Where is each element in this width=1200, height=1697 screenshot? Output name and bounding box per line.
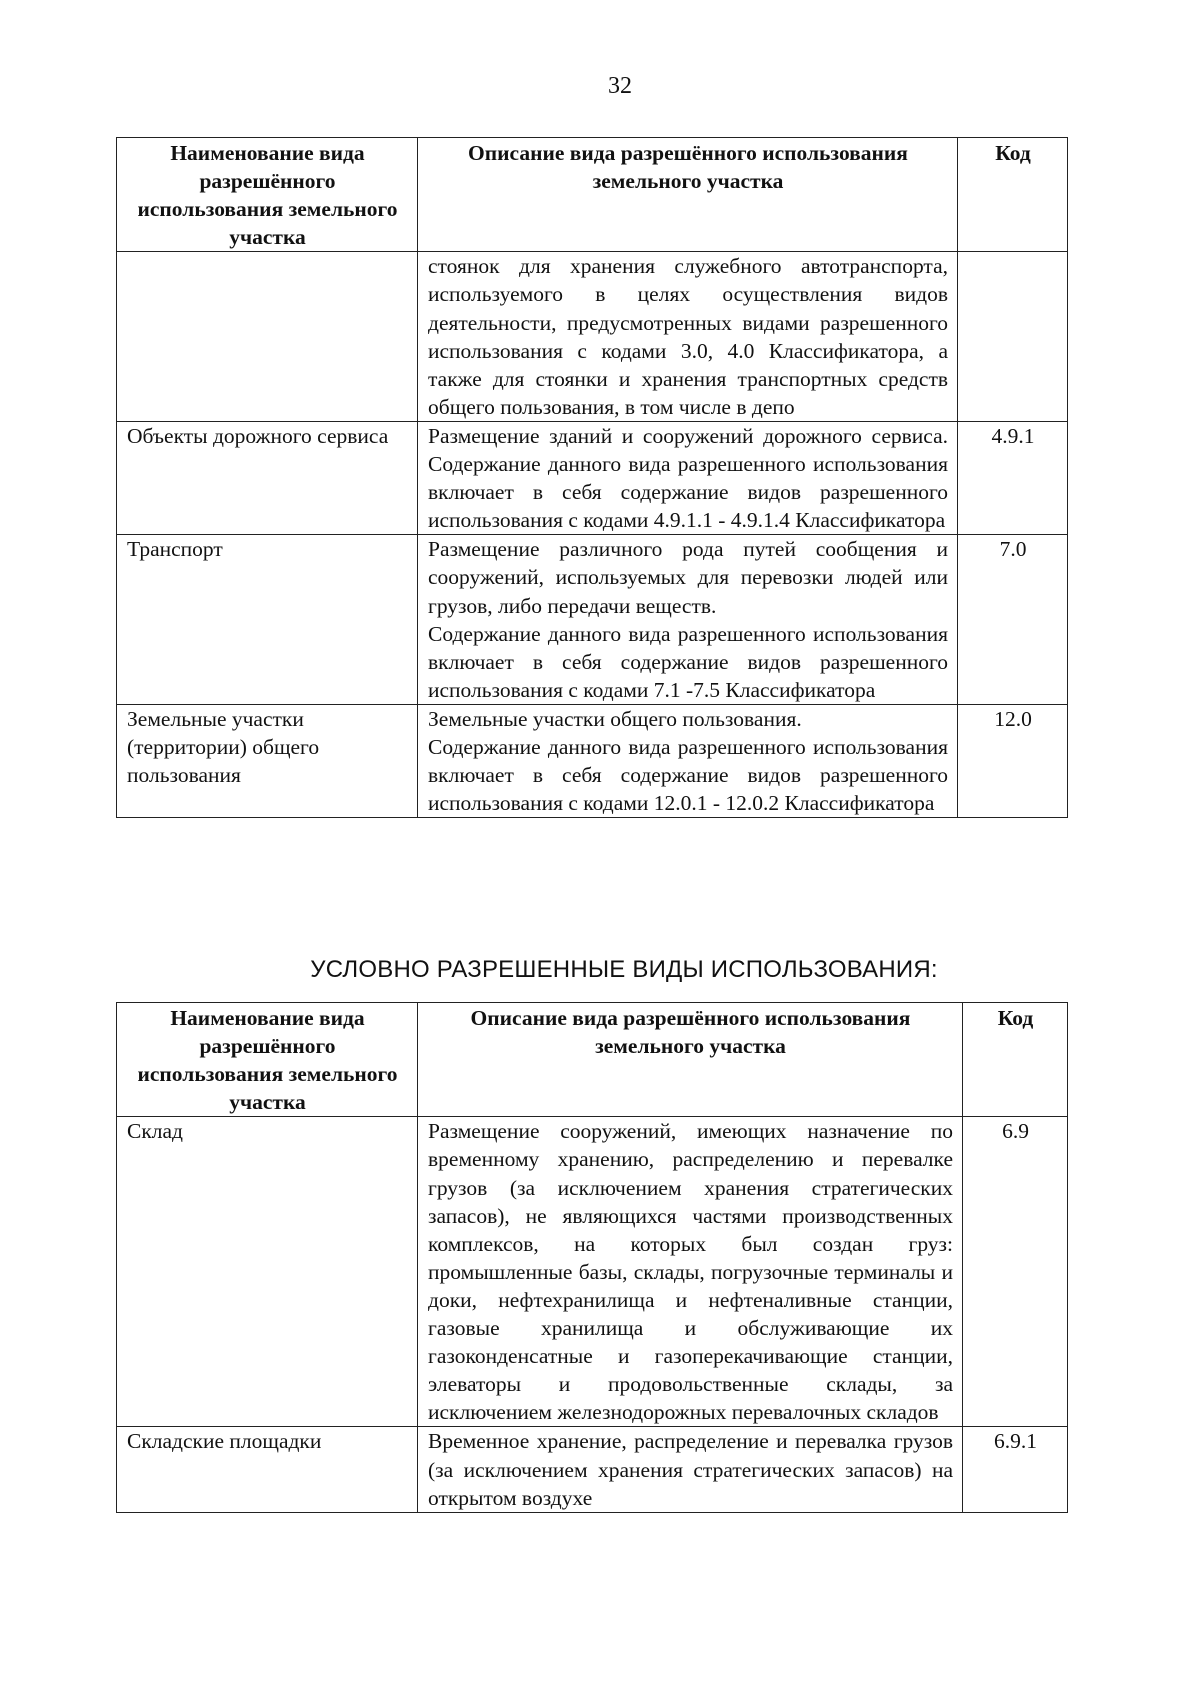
table-header-row [117, 1003, 1068, 1117]
description-paragraph: Размещение различного рода путей сообщения и сооружений, используемых для перевозки людей или грузов, либо передачи веществ. [428, 537, 948, 618]
use-name [117, 252, 418, 422]
use-code [958, 252, 1068, 422]
header-name: Наименование вида разрешённого использования земельного участка [117, 1003, 418, 1117]
use-code: 7.0 [958, 535, 1068, 705]
header-code: Код [958, 138, 1068, 252]
table-row [117, 421, 1068, 534]
use-description: Временное хранение, распределение и перевалка грузов (за исключением хранения стратегических запасов) на открытом воздухе [418, 1427, 963, 1512]
permitted-uses-table-continued [116, 137, 1068, 818]
use-code: 6.9.1 [963, 1427, 1068, 1512]
use-name: Земельные участки (территории) общего пользования [117, 704, 418, 817]
use-description [418, 535, 958, 705]
description-paragraph: Содержание данного вида разрешенного использования включает в себя содержание видов разрешенного использования с кодами 12.0.1 - 12.0.2 Классификатора [428, 734, 948, 816]
use-description: стоянок для хранения служебного автотранспорта, используемого в целях осуществления видов деятельности, предусмотренных видами разрешенного использования с кодами 3.0, 4.0 Классификатора, а также для стоянки и хранения транспортных средств общего пользования, в том числе в депо [418, 252, 958, 422]
table-header-row [117, 138, 1068, 252]
header-description: Описание вида разрешённого использования земельного участка [418, 138, 958, 252]
page-number: 32 [608, 73, 632, 99]
header-description: Описание вида разрешённого использования земельного участка [418, 1003, 963, 1117]
use-name: Транспорт [117, 535, 418, 705]
description-paragraph: Земельные участки общего пользования. [428, 706, 802, 731]
section-heading: УСЛОВНО РАЗРЕШЕННЫЕ ВИДЫ ИСПОЛЬЗОВАНИЯ: [310, 956, 938, 983]
use-description: Размещение зданий и сооружений дорожного сервиса. Содержание данного вида разрешенного использования включает в себя содержание видов разрешенного использования с кодами 4.9.1.1 - 4.9.1.4 Классификатора [418, 421, 958, 534]
use-code: 12.0 [958, 704, 1068, 817]
header-name: Наименование вида разрешённого использования земельного участка [117, 138, 418, 252]
table-row [117, 535, 1068, 705]
table-row [117, 252, 1068, 422]
use-code: 4.9.1 [958, 421, 1068, 534]
conditionally-permitted-uses-table [116, 1002, 1068, 1513]
description-paragraph: Содержание данного вида разрешенного использования включает в себя содержание видов разрешенного использования с кодами 7.1 -7.5 Классификатора [428, 621, 948, 702]
use-description: Размещение сооружений, имеющих назначение по временному хранению, распределению и перевалке грузов (за исключением хранения стратегических запасов), не являющихся частями производственных комплексов, на которых был создан груз: промышленные базы, склады, погрузочные терминалы и доки, нефтехранилища и нефтеналивные станции, газовые хранилища и обслуживающие их газоконденсатные и газоперекачивающие станции, элеваторы и продовольственные склады, за исключением железнодорожных перевалочных складов [418, 1117, 963, 1427]
table-row [117, 1427, 1068, 1512]
use-name: Склад [117, 1117, 418, 1427]
use-name: Складские площадки [117, 1427, 418, 1512]
use-description [418, 704, 958, 817]
table-row [117, 704, 1068, 817]
header-code: Код [963, 1003, 1068, 1117]
use-code: 6.9 [963, 1117, 1068, 1427]
table-row [117, 1117, 1068, 1427]
use-name: Объекты дорожного сервиса [117, 421, 418, 534]
